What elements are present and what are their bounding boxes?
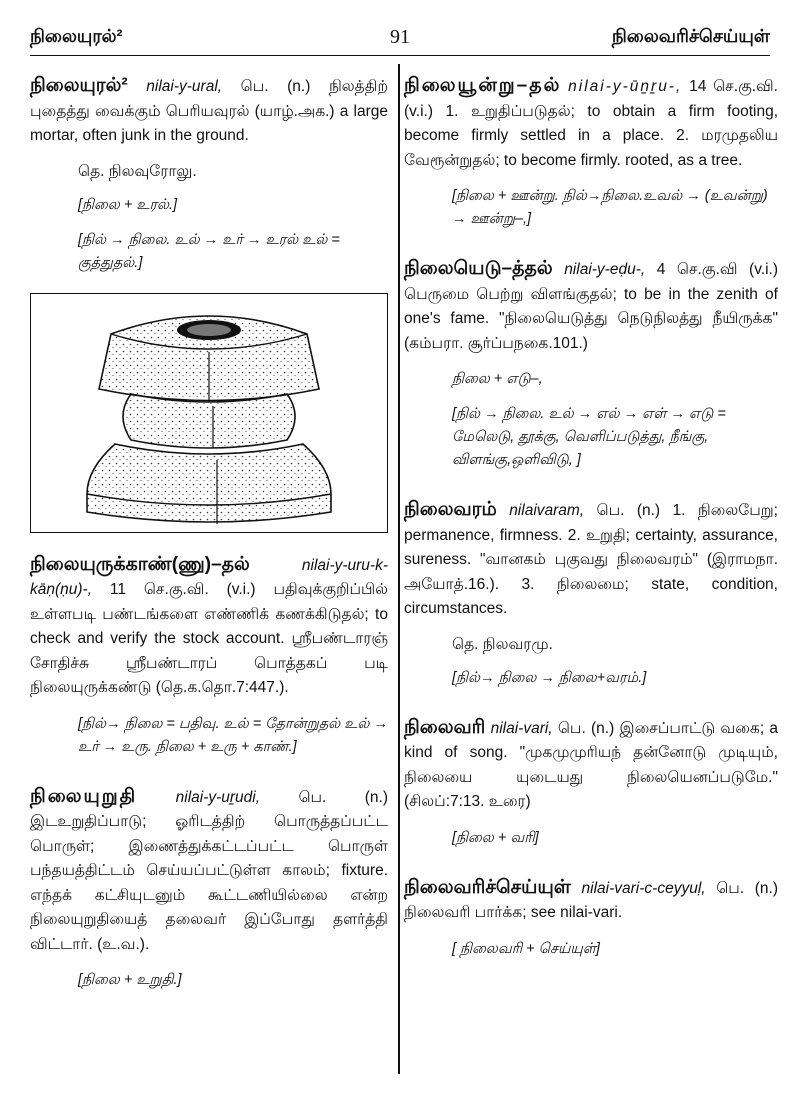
left-column (30, 74, 388, 992)
etymology: [நில்→ நிலை = பதிவு. உல் = தோன்றுதல் உல் → உர் → உரு. நிலை + உரு + காண்.] (78, 715, 388, 755)
entry-nilaiyurukkaan (30, 553, 388, 701)
definition: 11 செ.கு.வி. (v.i.) பதிவுக்குறிப்பில் உள்ளபடி பண்டங்களை எண்ணிக் கணக்கிடுதல்; to check and verify the stock account. ஸ்ரீபண்டாரஞ் சோதிச்சு ஸ்ரீபண்டாரப் பொத்தகப் படி நிலையுருக்கண்டு (தெ.க.தொ.7:447.). (30, 581, 388, 696)
right-column (404, 74, 778, 961)
transliteration: nilai-vari-c-ceyyuḷ, (581, 879, 706, 897)
etymology: [நில் → நிலை. உல் → எல் → எள் → எடு = மேலெடு, தூக்கு, வெளிப்படுத்து, நீங்கு, விளங்கு,ஒளிவிடு, ] (452, 406, 726, 468)
etymology: [நிலை + உறுதி.] (78, 972, 182, 988)
headword: நிலைவரம் (404, 499, 497, 520)
entry-nilaivari (404, 716, 778, 815)
headword: நிலையுறுதி (30, 785, 138, 807)
definition: பெ. (n.) 1. நிலைபேறு; permanence, firmness. 2. உறுதி; certainty, assurance, sureness. "வானகம் புகுவது நிலைவரம்" (இராமநா. அயோத்.16.). 3. நிலைமை; state, condition, circumstances. (404, 502, 778, 617)
etymology: [நிலை + ஊன்று. நில்→நிலை.உவல் → (உவன்று) → ஊன்று–,] (452, 188, 768, 227)
headword: நிலைவரி (404, 716, 486, 738)
mortar-drawing (31, 294, 387, 532)
headword: நிலையுரல்² (30, 75, 128, 96)
mortar-illustration (30, 293, 388, 533)
etymology: [நிலை + வரி] (452, 829, 539, 846)
entry-nilaivariccheyyul (404, 876, 778, 926)
definition: பெ. (n.) இசைப்பாட்டு வகை; a kind of song. "முகமுமுரியந் தன்னோடு முடியும், நிலையை யுடையது நிலையெனப்படுமே." (சிலப்:7:13. உரை) (404, 719, 778, 810)
headword: நிலைவரிச்செய்யுள் (404, 876, 571, 898)
transliteration: nilai-y-ural, (146, 78, 223, 95)
telugu-cognate: தெ. நிலவுரோலு. (78, 162, 197, 180)
telugu-cognate: தெ. நிலவரமு. (452, 635, 553, 653)
header-guide-word-left: நிலையுரல்² (30, 26, 123, 46)
transliteration: nilai-y-uṟudi, (175, 788, 261, 806)
column-divider (398, 64, 400, 1074)
definition: பெ. (n.) நிலைவரி பார்க்க; see nilai-vari. (404, 879, 779, 921)
entry-nilaiyurudi (30, 785, 388, 958)
etymology: [ நிலைவரி + செய்யுள்] (452, 940, 600, 957)
definition: பெ. (n.) இடஉறுதிப்பாடு; ஓரிடத்திற் பொருத்தப்பட்ட பொருள்; இணைத்துக்கட்டப்பட்ட பொருள் பந்தயத்திட்டம் செய்யப்பட்டுள்ள காலம்; fixture. எந்தக் கட்சியுடனும் கூட்டணியில்லை என்ற நிலையுறுதியைத் தலைவர் இப்போது தளர்த்தி விட்டார். (உ.வ.). (30, 788, 388, 953)
transliteration: nilai-y-uru-k-kāṇ(ṇu)-, (30, 556, 388, 598)
transliteration: nilaivaram, (509, 502, 585, 519)
etymology: [நில்→ நிலை → நிலை+வரம்.] (452, 669, 647, 686)
headword: நிலையெடு–த்தல் (404, 258, 553, 279)
definition: 14 செ.கு.வி. (v.i.) 1. உறுதிப்படுதல்; to obtain a firm footing, become firmly settled in a place. 2. மரமுதலிய வேரூன்றுதல்; to become firmly. rooted, as a tree. (404, 78, 778, 169)
etymology: [நில் → நிலை. உல் → உர் → உரல் உல் = குத்துதல்.] (78, 231, 340, 271)
entry-nilaiyedu (404, 257, 778, 356)
page-number: 91 (390, 26, 410, 48)
transliteration: nilai-y-ūṉṟu-, (568, 78, 683, 95)
headword: நிலையூன்று–தல் (404, 75, 562, 96)
etymology: [நிலை + உரல்.] (78, 196, 178, 213)
page-header (30, 22, 770, 56)
header-guide-word-right: நிலைவரிச்செய்யுள் (611, 26, 770, 46)
entry-nilaiyural (30, 74, 388, 149)
definition: பெ. (n.) நிலத்திற் புதைத்து வைக்கும் பெரியவுரல் (யாழ்.அக.) a large mortar, often junk in the ground. (30, 78, 389, 144)
definition: 4 செ.கு.வி (v.i.) பெருமை பெற்று விளங்குதல்; to be in the zenith of one's fame. "நிலையெடுத்து நெடுநிலத்து நீயிருக்க" (கம்பரா. சூர்ப்பநகை.101.) (404, 261, 779, 352)
entry-nilaivaram (404, 498, 778, 622)
transliteration: nilai-y-eḍu-, (564, 261, 646, 278)
headword: நிலையுருக்காண்(ணு)–தல் (30, 553, 250, 575)
entry-nilaiyoonru (404, 74, 778, 173)
etymology: நிலை + எடு–, (452, 371, 543, 387)
transliteration: nilai-vari, (490, 719, 553, 737)
